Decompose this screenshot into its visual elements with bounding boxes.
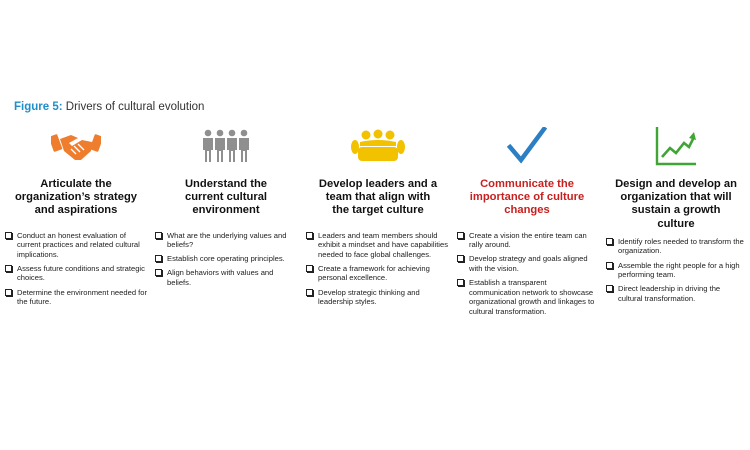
checkbox-bullet-icon [155,255,162,262]
list-item: Develop strategic thinking and leadership styles. [306,288,450,307]
checkbox-bullet-icon [606,285,613,292]
column-title: Communicate the importance of culture changes [469,178,585,217]
checkbox-bullet-icon [457,255,464,262]
column-title: Understand the current cultural environment [184,178,268,217]
list-item: Conduct an honest evaluation of current practices and related cultural implications. [5,231,147,260]
checkbox-bullet-icon [306,232,313,239]
checkbox-bullet-icon [306,265,313,272]
list-item: Develop strategy and goals aligned with the vision. [457,254,597,273]
list-item: Establish core operating principles. [155,254,297,264]
checkbox-bullet-icon [5,265,12,272]
driver-column-communicate [457,122,597,321]
figure-title [14,101,204,113]
list-item: Assemble the right people for a high performing team. [606,261,746,280]
checkbox-bullet-icon [306,289,313,296]
checkbox-bullet-icon [606,262,613,269]
checkbox-bullet-icon [5,289,12,296]
figure-label: Figure 5: [14,101,63,113]
people-group-icon [155,122,297,170]
checkbox-bullet-icon [606,238,613,245]
list-item: Determine the environment needed for the future. [5,288,147,307]
bullet-list [155,231,297,288]
column-title: Develop leaders and a team that align with the target culture [318,178,438,217]
checkbox-bullet-icon [5,232,12,239]
handshake-icon [5,122,147,170]
list-item: Assess future conditions and strategic choices. [5,264,147,283]
growth-chart-icon [606,122,746,170]
list-item: Direct leadership in driving the cultural transformation. [606,284,746,303]
bullet-list [306,231,450,307]
checkbox-bullet-icon [457,279,464,286]
list-item: Establish a transparent communication network to showcase organizational growth and linkages to cultural transformation. [457,278,597,316]
list-item: What are the underlying values and beliefs? [155,231,297,250]
list-item: Identify roles needed to transform the organization. [606,237,746,256]
driver-column-environment [155,122,297,292]
driver-column-leaders [306,122,450,311]
driver-column-strategy [5,122,147,311]
driver-column-growth [606,122,746,308]
bullet-list [606,237,746,304]
figure-caption: Drivers of cultural evolution [62,101,205,113]
checkmark-icon [457,122,597,170]
column-title: Design and develop an organization that will sustain a growth culture [615,178,737,230]
bullet-list [5,231,147,307]
list-item: Create a framework for achieving personal excellence. [306,264,450,283]
column-title: Articulate the organization’s strategy and aspirations [14,178,138,217]
list-item: Align behaviors with values and beliefs. [155,268,297,287]
team-table-icon [306,122,450,170]
bullet-list [457,231,597,317]
list-item: Create a vision the entire team can rally around. [457,231,597,250]
checkbox-bullet-icon [155,269,162,276]
checkbox-bullet-icon [457,232,464,239]
list-item: Leaders and team members should exhibit a mindset and have capabilities needed to face global challenges. [306,231,450,260]
checkbox-bullet-icon [155,232,162,239]
